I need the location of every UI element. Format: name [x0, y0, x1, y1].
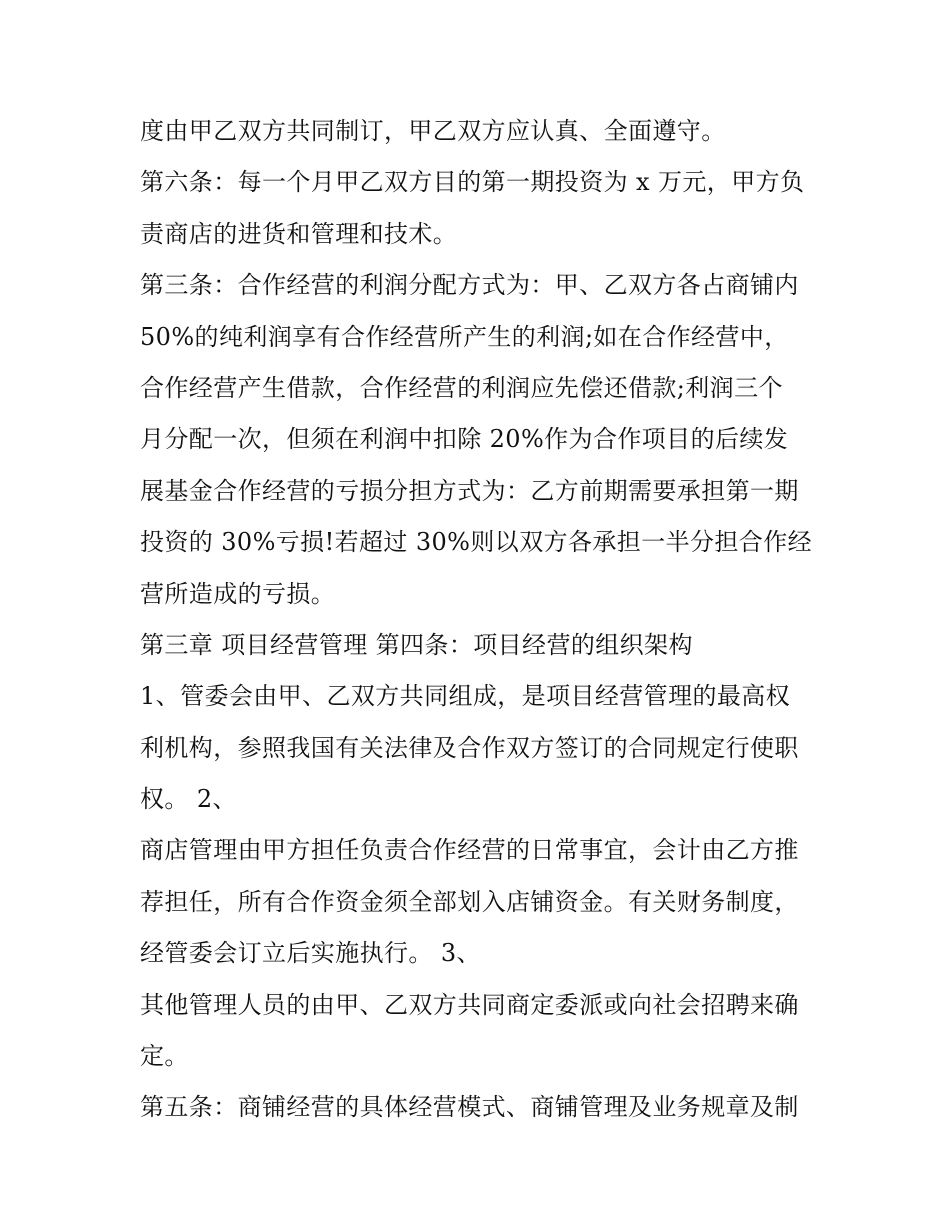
text-line: 第五条：商铺经营的具体经营模式、商铺管理及业务规章及制	[140, 1093, 799, 1122]
text-line: 50%的纯利润享有合作经营所产生的利润;如在合作经营中，	[140, 322, 789, 351]
text-line: 合作经营产生借款，合作经营的利润应先偿还借款;利润三个	[140, 373, 783, 402]
text-line: 荐担任，所有合作资金须全部划入店铺资金。有关财务制度，	[140, 887, 799, 916]
text-line: 权。 2、	[140, 785, 237, 814]
text-line: 投资的 30%亏损!若超过 30%则以双方各承担一半分担合作经	[140, 528, 812, 557]
text-line: 利机构，参照我国有关法律及合作双方签订的合同规定行使职	[140, 733, 799, 762]
text-line: 其他管理人员的由甲、乙双方共同商定委派或向社会招聘来确	[140, 990, 799, 1019]
text-line: 第三章 项目经营管理 第四条：项目经营的组织架构	[140, 630, 693, 659]
text-line: 营所造成的亏损。	[140, 579, 336, 608]
text-line: 责商店的进货和管理和技术。	[140, 219, 458, 248]
text-line: 商店管理由甲方担任负责合作经营的日常事宜，会计由乙方推	[140, 836, 799, 865]
text-line: 第三条：合作经营的利润分配方式为：甲、乙双方各占商铺内	[140, 271, 799, 300]
text-line: 月分配一次，但须在利润中扣除 20%作为合作项目的后续发	[140, 425, 789, 454]
document-body	[140, 106, 830, 1134]
text-line: 度由甲乙双方共同制订，甲乙双方应认真、全面遵守。	[140, 117, 726, 145]
text-line: 展基金合作经营的亏损分担方式为：乙方前期需要承担第一期	[140, 476, 799, 505]
text-line: 第六条：每一个月甲乙双方目的第一期投资为 x 万元，甲方负	[140, 168, 805, 197]
text-line: 定。	[140, 1042, 189, 1071]
text-line: 1、管委会由甲、乙双方共同组成，是项目经营管理的最高权	[140, 682, 791, 711]
text-line: 经管委会订立后实施执行。 3、	[140, 939, 481, 968]
